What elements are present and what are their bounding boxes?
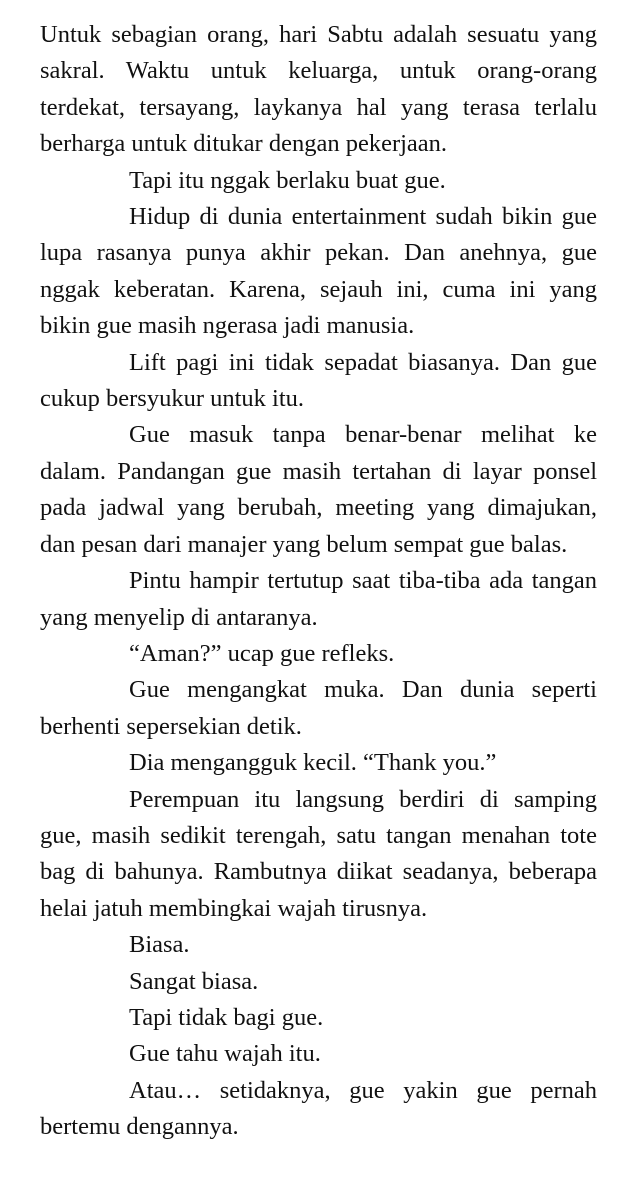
paragraph-11: Biasa.	[129, 931, 190, 959]
paragraph-1: Untuk sebagian orang, hari Sabtu adalah sesuatu yang sakral. Waktu untuk keluarga, untuk orang-orang terdekat, tersayang, laykanya hal yang terasa terlalu berharga untuk ditukar dengan pekerjaan.	[40, 21, 597, 158]
paragraph-6: Pintu hampir tertutup saat tiba-tiba ada tangan yang menyelip di antaranya.	[40, 567, 597, 631]
paragraph-15: Atau… setidaknya, gue yakin gue pernah bertemu dengannya.	[40, 1076, 597, 1141]
paragraph-5: Gue masuk tanpa benar-benar melihat ke dalam. Pandangan gue masih tertahan di layar ponsel pada jadwal yang berubah, meeting yang dimajukan, dan pesan dari manajer yang belum sempat gue balas.	[40, 421, 597, 558]
paragraph-10: Perempuan itu langsung berdiri di samping gue, masih sedikit terengah, satu tangan menahan tote bag di bahunya. Rambutnya diikat seadanya, beberapa helai jatuh membingkai wajah tirusnya.	[40, 785, 597, 922]
paragraph-14: Gue tahu wajah itu.	[129, 1040, 321, 1068]
paragraph-13: Tapi tidak bagi gue.	[129, 1003, 324, 1031]
paragraph-12: Sangat biasa.	[129, 967, 259, 995]
paragraph-3: Hidup di dunia entertainment sudah bikin gue lupa rasanya punya akhir pekan. Dan anehnya, gue nggak keberatan. Karena, sejauh ini, cuma ini yang bikin gue masih ngerasa jadi manusia.	[40, 203, 597, 340]
paragraph-2: Tapi itu nggak berlaku buat gue.	[129, 166, 446, 194]
paragraph-7: “Aman?” ucap gue refleks.	[129, 639, 395, 667]
paragraph-4: Lift pagi ini tidak sepadat biasanya. Dan gue cukup bersyukur untuk itu.	[40, 348, 597, 413]
paragraph-9: Dia mengangguk kecil. “Thank you.”	[129, 749, 497, 777]
paragraph-8: Gue mengangkat muka. Dan dunia seperti berhenti sepersekian detik.	[40, 676, 597, 740]
